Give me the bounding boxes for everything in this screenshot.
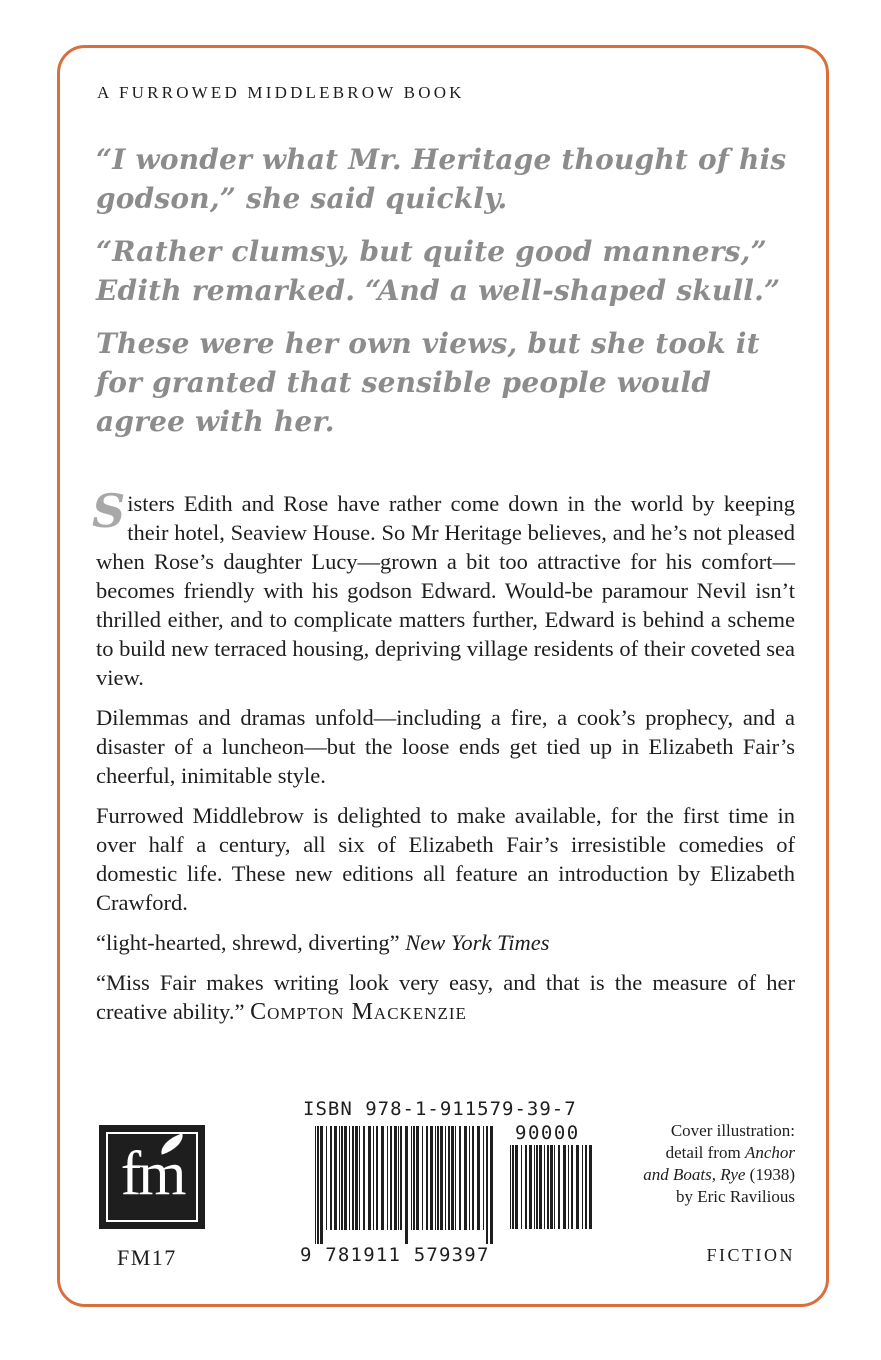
genre-label: FICTION bbox=[706, 1245, 795, 1265]
credit-title-a: Anchor bbox=[744, 1143, 795, 1162]
isbn-label: ISBN 978-1-911579-39-7 bbox=[303, 1098, 577, 1120]
quote-1: “I wonder what Mr. Heritage thought of his godson,” she said quickly. bbox=[96, 143, 787, 215]
review-1 bbox=[96, 928, 795, 957]
logo-text: fm bbox=[120, 1140, 184, 1208]
blurb-paragraph-1-text: isters Edith and Rose have rather come down in the world by keeping their hotel, Seaview House. So Mr Heritage believes, and he’s not pleased when Rose’s daughter Lucy—grown a bit too attractive for his comfort—becomes friendly with his godson Edward. Would-be paramour Nevil isn’t thrilled either, and to complicate matters further, Edward is behind a scheme to build new terraced housing, depriving village residents of their coveted sea view. bbox=[96, 491, 795, 690]
barcode-icon bbox=[315, 1126, 495, 1244]
credit-year: (1938) bbox=[745, 1165, 795, 1184]
credit-detail: detail from bbox=[665, 1143, 745, 1162]
blurb-paragraph-2: Dilemmas and dramas unfold—including a fire, a cook’s prophecy, and a disaster of a luncheon—but the loose ends get tied up in Elizabeth Fair’s cheerful, inimitable style. bbox=[96, 705, 795, 788]
series-code: FM17 bbox=[117, 1245, 177, 1270]
quote-3: These were her own views, but she took it for granted that sensible people would agree with her. bbox=[96, 327, 760, 438]
credit-line-2 bbox=[595, 1142, 795, 1164]
blurb-paragraph-1 bbox=[92, 484, 795, 692]
blurb-paragraph-3: Furrowed Middlebrow is delighted to make available, for the first time in over half a century, all six of Elizabeth Fair’s irresistible comedies of domestic life. These new editions all feature an introduction by Elizabeth Crawford. bbox=[96, 803, 795, 915]
review-1-source: New York Times bbox=[405, 930, 550, 955]
review-2 bbox=[96, 968, 795, 1027]
credit-line-3 bbox=[595, 1164, 795, 1186]
credit-title-b: and Boats, Rye bbox=[643, 1165, 746, 1184]
review-1-text: “light-hearted, shrewd, diverting” bbox=[96, 930, 406, 955]
credit-artist: by Eric Ravilious bbox=[676, 1187, 795, 1206]
credit-line-1: Cover illustration: bbox=[670, 1121, 795, 1140]
barcode-number: 9 781911 579397 bbox=[300, 1244, 490, 1266]
review-2-source: Compton Mackenzie bbox=[250, 999, 467, 1025]
dropcap: S bbox=[92, 484, 126, 538]
series-label: A FURROWED MIDDLEBROW BOOK bbox=[97, 83, 465, 102]
barcode-addon-icon bbox=[510, 1145, 596, 1243]
blurb bbox=[92, 484, 795, 1038]
cover-credit bbox=[595, 1120, 795, 1208]
barcode-addon-number: 90000 bbox=[515, 1122, 580, 1144]
review-2-text: “Miss Fair makes writing look very easy, and that is the measure of her creative ability.” bbox=[96, 970, 795, 1024]
quote-2: “Rather clumsy, but quite good manners,” Edith remarked. “And a well-shaped skull.” bbox=[96, 235, 781, 307]
publisher-logo bbox=[99, 1125, 205, 1229]
